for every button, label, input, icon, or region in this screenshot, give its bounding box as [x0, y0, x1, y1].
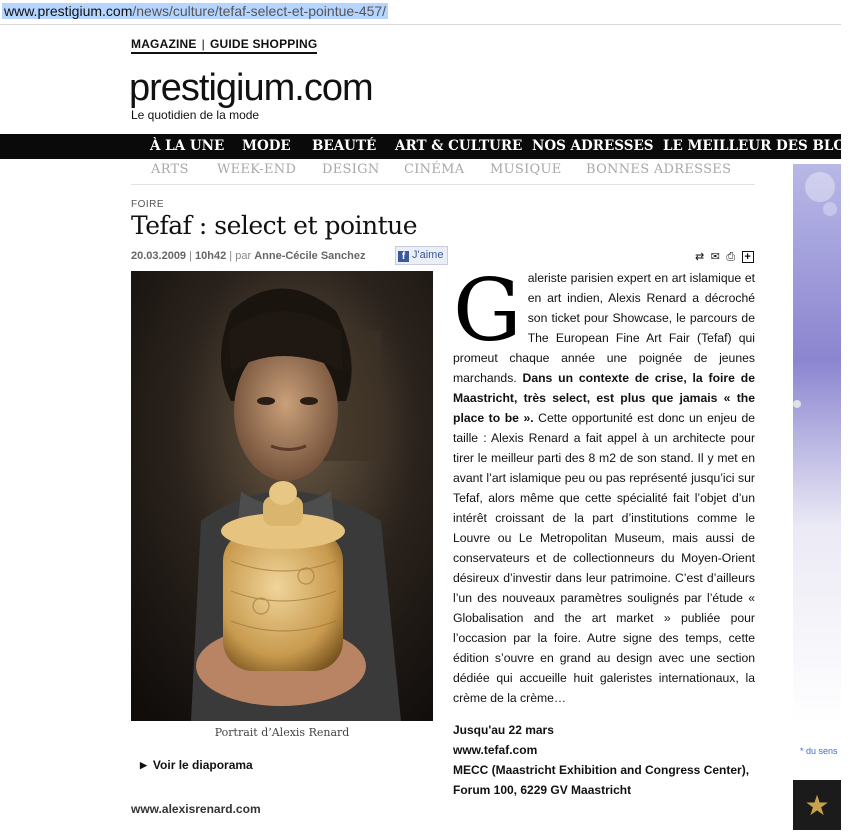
photo-caption: Portrait d’Alexis Renard	[214, 726, 350, 739]
article-title: Tefaf : select et pointue	[131, 211, 418, 240]
side-banner-ad[interactable]	[793, 164, 841, 724]
article-meta: 20.03.2009 | 10h42 | par Anne-Cécile Sanchez	[131, 250, 366, 262]
nav-meilleur-des-blogs[interactable]: LE MEILLEUR DES BLOGS	[663, 138, 866, 154]
nav-beaute[interactable]: BEAUTÉ	[312, 138, 377, 154]
article-highlight: Dans un contexte de crise, la foire de Maastricht, très select, est plus que jamais « the place to be ».	[453, 371, 756, 425]
subnav-design[interactable]: DESIGN	[322, 162, 380, 177]
share-icon[interactable]: ⇄	[695, 251, 705, 263]
event-venue: MECC (Maastricht Exhibition and Congress Center),	[453, 763, 750, 777]
drop-cap: G	[453, 261, 522, 361]
subnav-cinema[interactable]: CINÉMA	[404, 162, 465, 177]
event-info	[453, 720, 758, 800]
site-logo[interactable]: prestigium.com	[129, 67, 373, 109]
article-photo[interactable]	[131, 271, 433, 721]
event-address: Forum 100, 6229 GV Maastricht	[453, 783, 632, 797]
article-time: 10h42	[195, 250, 227, 262]
facebook-icon: f	[398, 251, 409, 262]
subnav-musique[interactable]: MUSIQUE	[490, 162, 562, 177]
event-dates: Jusqu'au 22 mars	[453, 723, 554, 737]
article-body	[453, 261, 756, 708]
nav-art-culture[interactable]: ART & CULTURE	[395, 138, 523, 154]
nav-nos-adresses[interactable]: NOS ADRESSES	[532, 138, 654, 154]
article-author[interactable]: Anne-Cécile Sanchez	[254, 250, 366, 262]
plus-icon[interactable]: +	[742, 251, 754, 263]
subnav-week-end[interactable]: WEEK-END	[217, 162, 297, 177]
article-date: 20.03.2009	[131, 250, 187, 262]
article-paragraph-start: aleriste parisien expert en art islamique et en art indien, Alexis Renard a décroché son ticket pour Showcase, le parcours de The European Fine Art Fair (Tefaf) qui promeut chaque année une poignée de jeunes marchands.	[453, 271, 755, 385]
url-path: /news/culture/tefaf-select-et-pointue-457/	[132, 3, 387, 19]
subnav-bonnes-adresses[interactable]: BONNES ADRESSES	[586, 162, 732, 177]
article-tools	[695, 247, 756, 261]
top-links: MAGAZINE | GUIDE SHOPPING	[131, 37, 317, 54]
side-note[interactable]: * du sens	[800, 746, 838, 756]
magazine-link[interactable]: MAGAZINE	[131, 37, 197, 51]
facebook-like-button[interactable]	[395, 246, 448, 265]
nav-mode[interactable]: MODE	[242, 138, 291, 154]
event-website-link[interactable]: www.tefaf.com	[453, 743, 538, 757]
article-category[interactable]: FOIRE	[131, 199, 165, 210]
address-bar[interactable]	[0, 0, 841, 25]
portrait-image	[131, 271, 433, 721]
nav-a-la-une[interactable]: À LA UNE	[150, 138, 225, 154]
url-text[interactable]	[2, 3, 388, 19]
email-icon[interactable]: ✉	[710, 251, 720, 263]
article-by: par	[235, 250, 252, 262]
site-tagline: Le quotidien de la mode	[131, 108, 260, 122]
print-icon[interactable]: ⎙	[726, 251, 736, 263]
artist-website-link[interactable]: www.alexisrenard.com	[131, 802, 261, 816]
article-paragraph-rest: Cette opportunité est donc un enjeu de taille : Alexis Renard a fait appel à un architecte pour tirer le meilleur parti des 8 m2 de son stand. Il y met en avant l’art islamique peu ou pas représenté jusqu’ici sur Tefaf, alors même que cette spécialité fait l’objet d’un intérêt croissant de la part d’institutions comme le Louvre ou Le Metropolitan Museum, mais aussi de conservateurs et de collectionneurs du Moyen-Orient désireux d’investir dans leur patrimoine. C’est d’ailleurs l’un des nouveaux paramètres soulignés par l’étude « Globalisation and the art market » publiée pour l’occasion par la foire. Autre signe des temps, cette édition s’ouvre en grand au design avec une section dédiée qui accueille huit galeristes internationaux, la crème de la crème…	[453, 411, 756, 705]
slideshow-label: Voir le diaporama	[152, 758, 253, 772]
slideshow-link[interactable]	[140, 758, 253, 772]
url-domain: www.prestigium.com	[4, 3, 133, 19]
subnav-divider	[131, 184, 755, 185]
guide-shopping-link[interactable]: GUIDE SHOPPING	[209, 37, 318, 51]
subnav-arts[interactable]: ARTS	[151, 162, 189, 177]
star-icon[interactable]: ★	[793, 780, 841, 830]
play-triangle-icon: ▶	[140, 760, 147, 770]
main-nav	[0, 134, 866, 159]
like-label: J'aime	[412, 249, 444, 261]
